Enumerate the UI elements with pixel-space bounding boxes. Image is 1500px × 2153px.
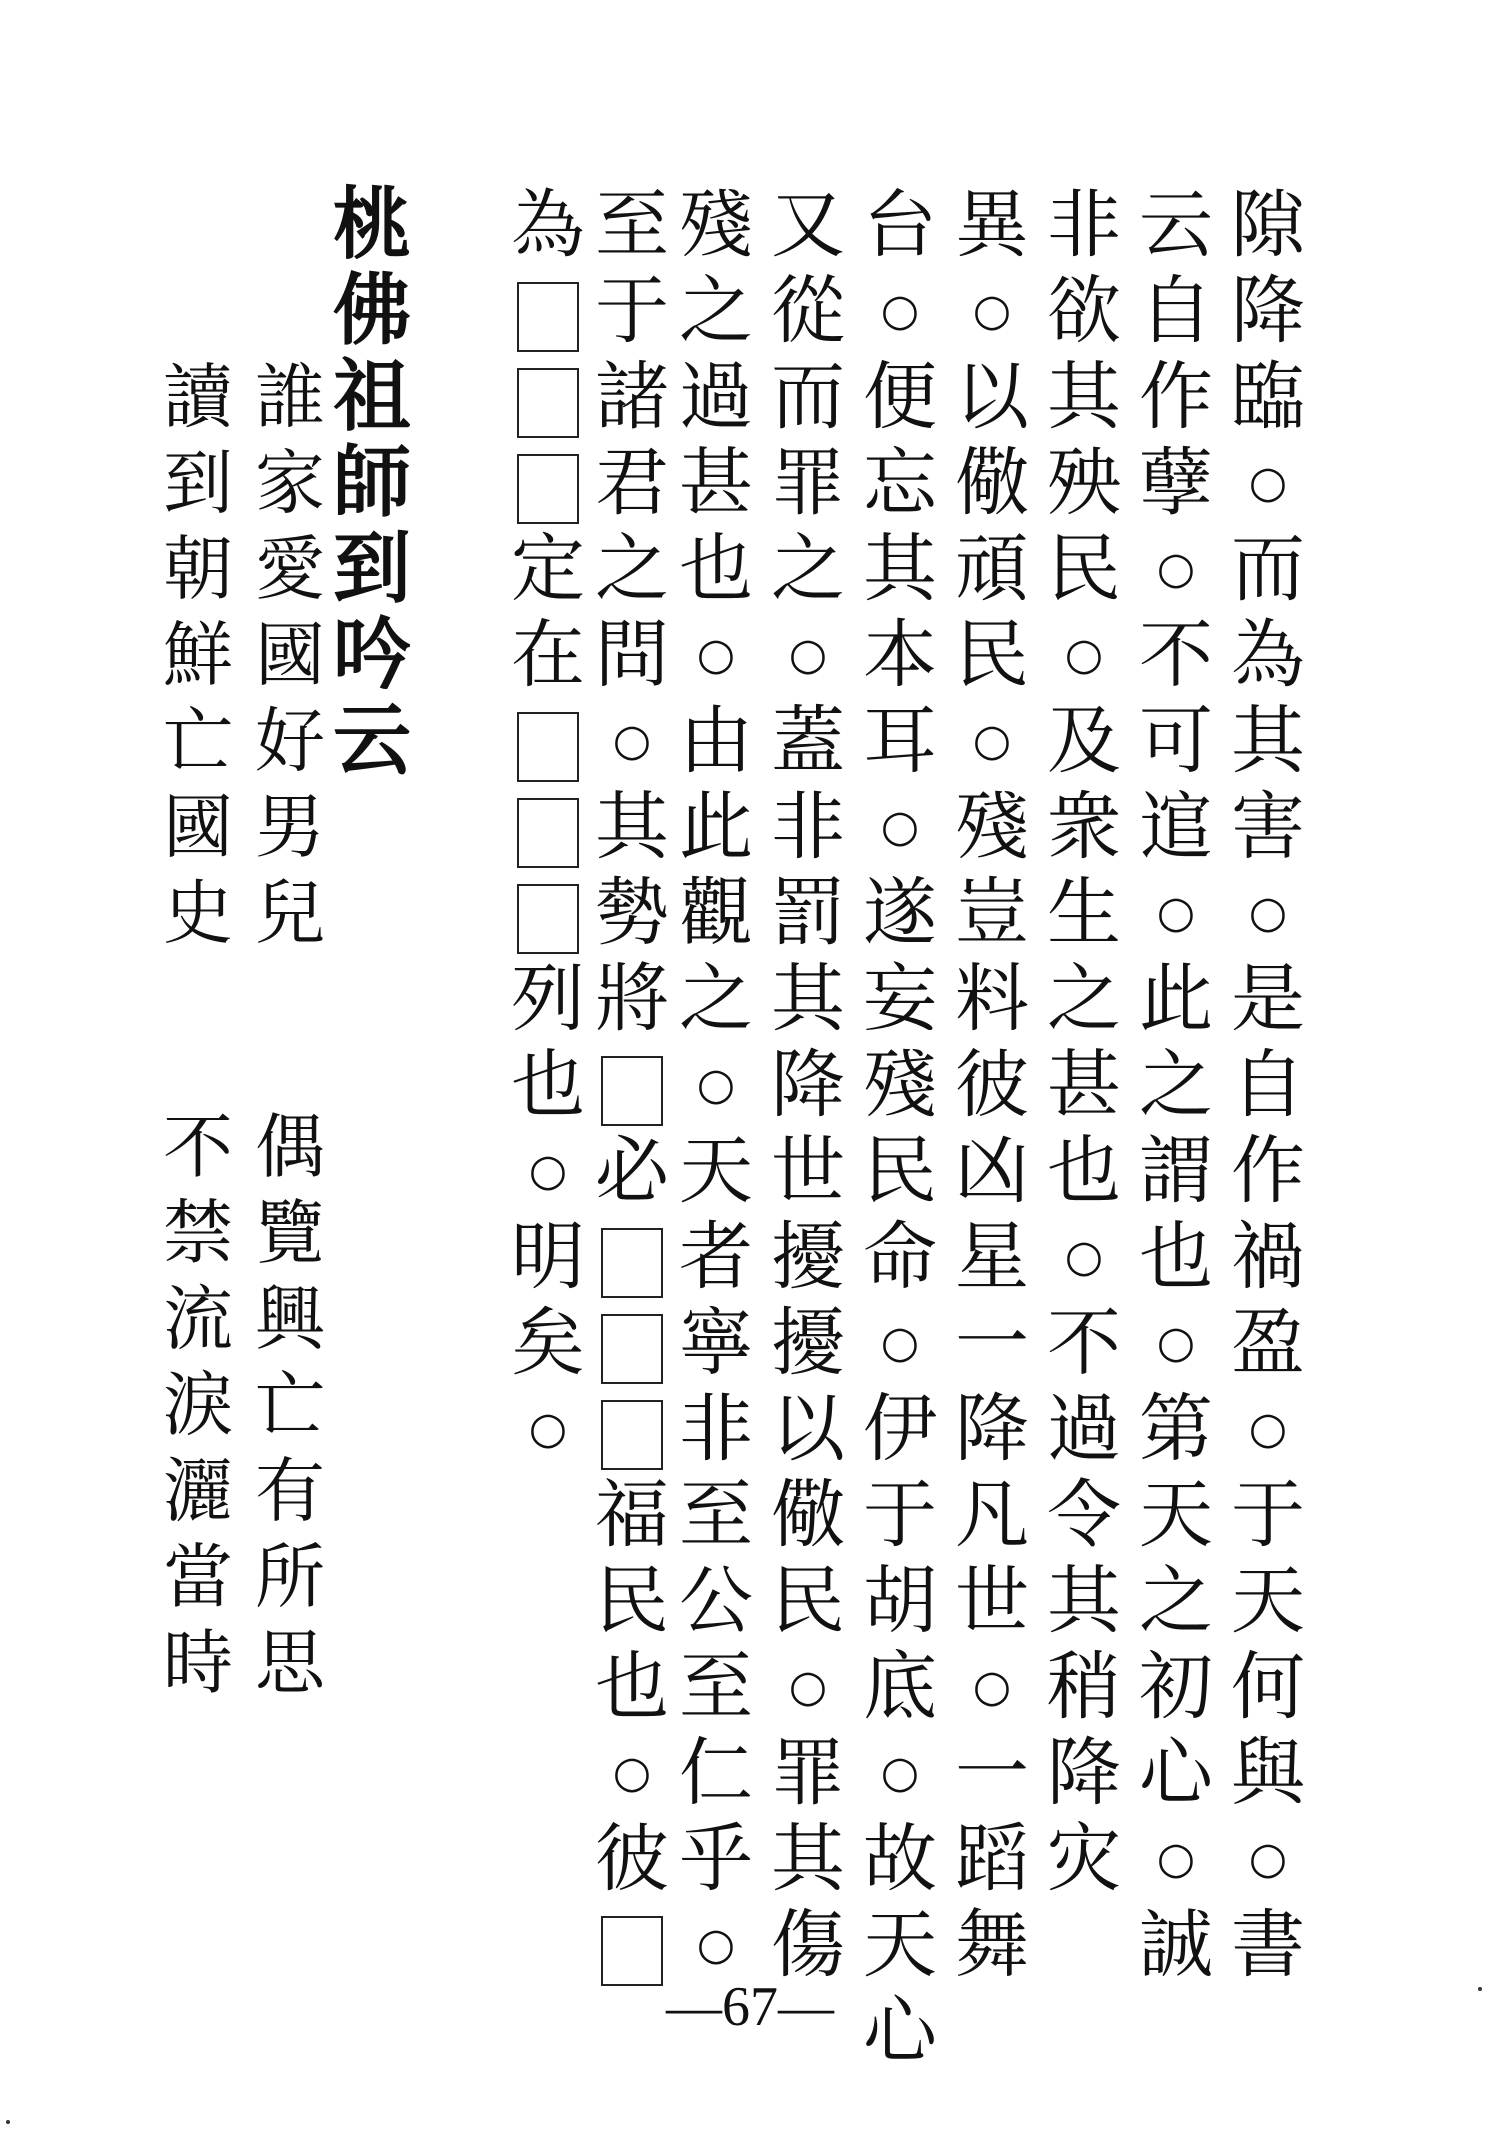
punctuation-circle: ○ (972, 1661, 1012, 1712)
body-character: 何 (1231, 1644, 1305, 1730)
body-character: 誠 (1139, 1902, 1213, 1988)
body-character: 民 (771, 1558, 845, 1644)
punctuation-circle: ○ (880, 1317, 920, 1368)
body-character: 擾 (771, 1300, 845, 1386)
body-character: 定 (511, 526, 585, 612)
body-column-3 (1040, 182, 1128, 1902)
punctuation-circle: ○ (1156, 887, 1196, 938)
poem-character: 朝 (163, 528, 233, 610)
body-character: 罰 (771, 870, 845, 956)
poem-character: 史 (163, 872, 233, 954)
body-character: 令 (1047, 1472, 1121, 1558)
body-character: 列 (511, 956, 585, 1042)
body-column-2 (1132, 182, 1220, 1988)
body-character: 問 (595, 612, 669, 698)
title-character: 到 (332, 523, 411, 614)
punctuation-circle: ○ (612, 715, 652, 766)
punctuation-circle: ○ (1156, 1317, 1196, 1368)
body-character: 不 (1047, 1300, 1121, 1386)
body-character: 頑 (955, 526, 1029, 612)
body-column-8 (588, 182, 676, 1988)
missing-character-box (504, 440, 592, 526)
body-character: 以 (771, 1386, 845, 1472)
missing-character-box (588, 1386, 676, 1472)
title-character: 祖 (332, 351, 411, 442)
body-character: 隙 (1231, 182, 1305, 268)
punctuation-circle: ○ (880, 1747, 920, 1798)
body-character: 而 (1231, 526, 1305, 612)
empty-box (517, 798, 579, 868)
punctuation-circle: ○ (612, 1747, 652, 1798)
body-character: 由 (679, 698, 753, 784)
body-character: 為 (1231, 612, 1305, 698)
body-character: 而 (771, 354, 845, 440)
punctuation-circle: ○ (1248, 1403, 1288, 1454)
empty-box (517, 884, 579, 954)
body-character: 公 (679, 1558, 753, 1644)
punctuation-circle: ○ (1248, 887, 1288, 938)
body-character: 凡 (955, 1472, 1029, 1558)
body-character: 世 (771, 1128, 845, 1214)
body-character: 天 (863, 1902, 937, 1988)
body-character: 衆 (1047, 784, 1121, 870)
empty-box (517, 282, 579, 352)
body-character: 降 (1047, 1730, 1121, 1816)
body-character: 本 (863, 612, 937, 698)
poem-character: 當 (163, 1536, 233, 1618)
body-column-4 (948, 182, 1036, 1988)
body-character: 云 (1139, 182, 1213, 268)
body-character: 心 (863, 1988, 937, 2074)
missing-character-box (588, 1214, 676, 1300)
body-character: 天 (679, 1128, 753, 1214)
body-character: 胡 (863, 1558, 937, 1644)
title-character: 佛 (332, 265, 411, 356)
punctuation-circle: ○ (788, 1661, 828, 1712)
body-character: 之 (771, 526, 845, 612)
body-character: 稍 (1047, 1644, 1121, 1730)
body-character: 民 (1047, 526, 1121, 612)
punctuation-circle: ○ (1064, 1231, 1104, 1282)
missing-character-box (504, 354, 592, 440)
body-character: 盈 (1231, 1300, 1305, 1386)
poem-character: 覽 (255, 1192, 325, 1274)
body-character: 諸 (595, 354, 669, 440)
body-character: 殘 (679, 182, 753, 268)
body-character: 民 (863, 1128, 937, 1214)
body-character: 其 (595, 784, 669, 870)
body-character: 又 (771, 182, 845, 268)
page-number: —67— (666, 1976, 834, 2038)
body-character: 書 (1231, 1902, 1305, 1988)
body-character: 也 (679, 526, 753, 612)
body-character: 民 (955, 612, 1029, 698)
body-character: 妄 (863, 956, 937, 1042)
title-character: 吟 (332, 609, 411, 700)
punctuation-circle: ○ (696, 1059, 736, 1110)
punctuation-circle: ○ (696, 1919, 736, 1970)
body-character: 也 (595, 1644, 669, 1730)
poem-character: 偶 (255, 1106, 325, 1188)
body-character: 之 (679, 268, 753, 354)
body-character: 之 (1139, 1042, 1213, 1128)
body-character: 之 (1047, 956, 1121, 1042)
scan-speck (6, 2120, 10, 2124)
empty-box (601, 1228, 663, 1298)
poem-character: 愛 (255, 528, 325, 610)
body-character: 此 (1139, 956, 1213, 1042)
poem-character: 時 (163, 1622, 233, 1704)
poem-character: 兒 (255, 872, 325, 954)
body-character: 也 (511, 1042, 585, 1128)
body-character: 傷 (771, 1902, 845, 1988)
body-character: 明 (511, 1214, 585, 1300)
poem-character: 男 (255, 786, 325, 868)
missing-character-box (588, 1300, 676, 1386)
body-character: 乎 (679, 1816, 753, 1902)
body-character: 作 (1139, 354, 1213, 440)
closing-poem-line-1 (250, 1104, 330, 1706)
body-character: 心 (1139, 1730, 1213, 1816)
poem-character: 不 (163, 1106, 233, 1188)
punctuation-circle: ○ (528, 1403, 568, 1454)
body-character: 自 (1231, 1042, 1305, 1128)
body-character: 降 (955, 1386, 1029, 1472)
body-character: 也 (1139, 1214, 1213, 1300)
body-character: 與 (1231, 1730, 1305, 1816)
body-character: 此 (679, 784, 753, 870)
body-character: 至 (679, 1644, 753, 1730)
body-character: 從 (771, 268, 845, 354)
poem-character: 所 (255, 1536, 325, 1618)
missing-character-box (588, 1042, 676, 1128)
body-character: 必 (595, 1128, 669, 1214)
poem-character: 灑 (163, 1450, 233, 1532)
body-character: 福 (595, 1472, 669, 1558)
body-character: 殘 (863, 1042, 937, 1128)
empty-box (517, 712, 579, 782)
body-character: 殃 (1047, 440, 1121, 526)
body-character: 勢 (595, 870, 669, 956)
punctuation-circle: ○ (972, 715, 1012, 766)
body-character: 第 (1139, 1386, 1213, 1472)
body-character: 忘 (863, 440, 937, 526)
body-character: 作 (1231, 1128, 1305, 1214)
body-character: 擾 (771, 1214, 845, 1300)
body-character: 儆 (771, 1472, 845, 1558)
body-character: 初 (1139, 1644, 1213, 1730)
body-column-6 (764, 182, 852, 1988)
body-character: 料 (955, 956, 1029, 1042)
punctuation-circle: ○ (1064, 629, 1104, 680)
missing-character-box (504, 698, 592, 784)
poem-line-1 (250, 354, 330, 956)
poem-character: 國 (163, 786, 233, 868)
body-character: 其 (1047, 354, 1121, 440)
body-character: 凶 (955, 1128, 1029, 1214)
punctuation-circle: ○ (528, 1145, 568, 1196)
poem-character: 家 (255, 442, 325, 524)
body-character: 蹈 (955, 1816, 1029, 1902)
scan-speck (1478, 1987, 1482, 1991)
body-character: 也 (1047, 1128, 1121, 1214)
poem-character: 興 (255, 1278, 325, 1360)
body-character: 于 (595, 268, 669, 354)
punctuation-circle: ○ (880, 801, 920, 852)
body-character: 便 (863, 354, 937, 440)
punctuation-circle: ○ (880, 285, 920, 336)
poem-character: 淚 (163, 1364, 233, 1446)
body-column-5 (856, 182, 944, 2074)
body-character: 故 (863, 1816, 937, 1902)
body-column-1 (1224, 182, 1312, 1988)
body-character: 逭 (1139, 784, 1213, 870)
body-character: 以 (955, 354, 1029, 440)
missing-character-box (504, 784, 592, 870)
missing-character-box (504, 870, 592, 956)
body-character: 于 (1231, 1472, 1305, 1558)
body-column-7 (672, 182, 760, 1988)
body-character: 君 (595, 440, 669, 526)
body-character: 豈 (955, 870, 1029, 956)
body-character: 者 (679, 1214, 753, 1300)
body-character: 其 (771, 956, 845, 1042)
body-character: 天 (1231, 1558, 1305, 1644)
punctuation-circle: ○ (1248, 1833, 1288, 1884)
punctuation-circle: ○ (788, 629, 828, 680)
empty-box (517, 454, 579, 524)
title-character: 云 (332, 695, 411, 786)
body-character: 灾 (1047, 1816, 1121, 1902)
body-character: 及 (1047, 698, 1121, 784)
body-character: 欲 (1047, 268, 1121, 354)
body-character: 之 (1139, 1558, 1213, 1644)
poem-character: 誰 (255, 356, 325, 438)
body-character: 彼 (595, 1816, 669, 1902)
body-character: 其 (863, 526, 937, 612)
body-character: 其 (1231, 698, 1305, 784)
body-character: 禍 (1231, 1214, 1305, 1300)
empty-box (601, 1400, 663, 1470)
body-character: 甚 (679, 440, 753, 526)
empty-box (517, 368, 579, 438)
body-character: 矣 (511, 1300, 585, 1386)
body-character: 謂 (1139, 1128, 1213, 1214)
body-character: 民 (595, 1558, 669, 1644)
punctuation-circle: ○ (972, 285, 1012, 336)
body-character: 將 (595, 956, 669, 1042)
body-character: 降 (1231, 268, 1305, 354)
body-character: 可 (1139, 698, 1213, 784)
poem-character: 思 (255, 1622, 325, 1704)
body-character: 過 (1047, 1386, 1121, 1472)
body-character: 蓋 (771, 698, 845, 784)
poem-character: 讀 (163, 356, 233, 438)
poem-character: 亡 (255, 1364, 325, 1446)
body-character: 至 (595, 182, 669, 268)
poem-character: 好 (255, 700, 325, 782)
body-character: 降 (771, 1042, 845, 1128)
body-character: 底 (863, 1644, 937, 1730)
poem-line-2 (158, 354, 238, 956)
body-character: 仁 (679, 1730, 753, 1816)
body-character: 在 (511, 612, 585, 698)
body-character: 自 (1139, 268, 1213, 354)
body-character: 之 (595, 526, 669, 612)
body-character: 非 (771, 784, 845, 870)
body-character: 之 (679, 956, 753, 1042)
body-character: 寧 (679, 1300, 753, 1386)
punctuation-circle: ○ (696, 629, 736, 680)
body-character: 于 (863, 1472, 937, 1558)
body-character: 命 (863, 1214, 937, 1300)
body-character: 非 (1047, 182, 1121, 268)
closing-poem-line-2 (158, 1104, 238, 1706)
punctuation-circle: ○ (1156, 1833, 1196, 1884)
body-character: 天 (1139, 1472, 1213, 1558)
body-character: 彼 (955, 1042, 1029, 1128)
punctuation-circle: ○ (1156, 543, 1196, 594)
body-character: 台 (863, 182, 937, 268)
body-character: 非 (679, 1386, 753, 1472)
title-character: 師 (332, 437, 411, 528)
body-character: 至 (679, 1472, 753, 1558)
body-character: 遂 (863, 870, 937, 956)
body-character: 甚 (1047, 1042, 1121, 1128)
poem-character: 流 (163, 1278, 233, 1360)
poem-character: 鮮 (163, 614, 233, 696)
poem-character: 國 (255, 614, 325, 696)
body-character: 過 (679, 354, 753, 440)
body-character: 星 (955, 1214, 1029, 1300)
body-character: 罪 (771, 440, 845, 526)
body-character: 世 (955, 1558, 1029, 1644)
punctuation-circle: ○ (1248, 457, 1288, 508)
body-character: 不 (1139, 612, 1213, 698)
body-character: 耳 (863, 698, 937, 784)
body-character: 一 (955, 1300, 1029, 1386)
body-character: 害 (1231, 784, 1305, 870)
body-character: 舞 (955, 1902, 1029, 1988)
body-character: 孽 (1139, 440, 1213, 526)
missing-character-box (504, 268, 592, 354)
empty-box (601, 1314, 663, 1384)
poem-character: 亡 (163, 700, 233, 782)
body-character: 臨 (1231, 354, 1305, 440)
poem-character: 到 (163, 442, 233, 524)
body-character: 罪 (771, 1730, 845, 1816)
page-title (326, 179, 418, 786)
body-character: 異 (955, 182, 1029, 268)
title-character: 桃 (332, 179, 411, 270)
body-character: 觀 (679, 870, 753, 956)
body-character: 其 (771, 1816, 845, 1902)
body-character: 其 (1047, 1558, 1121, 1644)
body-character: 殘 (955, 784, 1029, 870)
empty-box (601, 1056, 663, 1126)
body-character: 伊 (863, 1386, 937, 1472)
poem-character: 禁 (163, 1192, 233, 1274)
body-column-9 (504, 182, 592, 1472)
body-character: 生 (1047, 870, 1121, 956)
body-character: 儆 (955, 440, 1029, 526)
body-character: 是 (1231, 956, 1305, 1042)
body-character: 為 (511, 182, 585, 268)
poem-character: 有 (255, 1450, 325, 1532)
body-character: 一 (955, 1730, 1029, 1816)
